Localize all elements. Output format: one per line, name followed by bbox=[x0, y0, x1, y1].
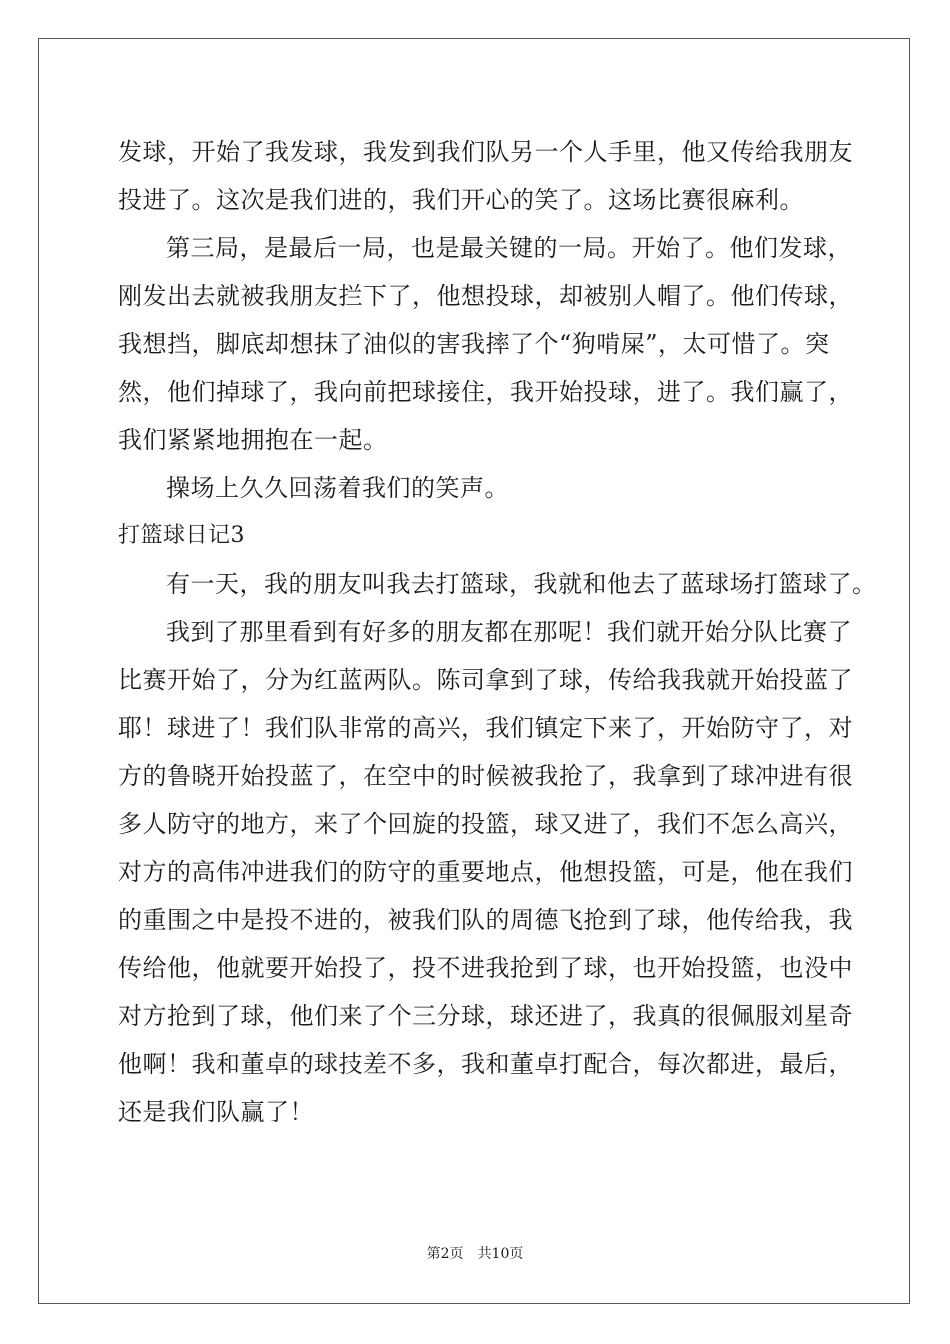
text-line: 对方抢到了球，他们来了个三分球，球还进了，我真的很佩服刘星奇 bbox=[118, 1002, 853, 1030]
text-line: 我们紧紧地拥抱在一起。 bbox=[118, 426, 388, 454]
text-line: 耶！球进了！我们队非常的高兴，我们镇定下来了，开始防守了，对 bbox=[118, 714, 853, 742]
section-heading: 打篮球日记3 bbox=[118, 523, 245, 548]
page-number: 第2页 bbox=[426, 1246, 464, 1262]
text-line: 比赛开始了，分为红蓝两队。陈司拿到了球，传给我我就开始投蓝了 bbox=[118, 666, 853, 694]
text-line: 我想挡，脚底却想抹了油似的害我摔了个“狗啃屎”，太可惜了。突 bbox=[118, 330, 830, 358]
text-line: 的重围之中是投不进的，被我们队的周德飞抢到了球，他传给我，我 bbox=[118, 906, 853, 934]
text-line: 发球，开始了我发球，我发到我们队另一个人手里，他又传给我朋友 bbox=[118, 138, 853, 166]
document-body bbox=[118, 128, 877, 1136]
page-footer bbox=[0, 1243, 950, 1263]
page-total: 共10页 bbox=[477, 1246, 524, 1262]
text-line: 操场上久久回荡着我们的笑声。 bbox=[166, 474, 509, 502]
text-line: 有一天，我的朋友叫我去打篮球，我就和他去了蓝球场打篮球了。 bbox=[166, 570, 877, 598]
text-line: 刚发出去就被我朋友拦下了，他想投球，却被别人帽了。他们传球， bbox=[118, 282, 853, 310]
text-line: 投进了。这次是我们进的，我们开心的笑了。这场比赛很麻利。 bbox=[118, 186, 804, 214]
text-line: 我到了那里看到有好多的朋友都在那呢！我们就开始分队比赛了 bbox=[166, 618, 852, 646]
text-line: 他啊！我和董卓的球技差不多，我和董卓打配合，每次都进，最后， bbox=[118, 1050, 853, 1078]
text-line: 第三局，是最后一局，也是最关键的一局。开始了。他们发球， bbox=[166, 234, 852, 262]
text-line: 然，他们掉球了，我向前把球接住，我开始投球，进了。我们赢了， bbox=[118, 378, 853, 406]
text-line: 方的鲁晓开始投蓝了，在空中的时候被我抢了，我拿到了球冲进有很 bbox=[118, 762, 853, 790]
text-line: 多人防守的地方，来了个回旋的投篮，球又进了，我们不怎么高兴， bbox=[118, 810, 853, 838]
text-line: 还是我们队赢了！ bbox=[118, 1098, 314, 1126]
text-line: 传给他，他就要开始投了，投不进我抢到了球，也开始投篮，也没中 bbox=[118, 954, 853, 982]
text-line: 对方的高伟冲进我们的防守的重要地点，他想投篮，可是，他在我们 bbox=[118, 858, 853, 886]
